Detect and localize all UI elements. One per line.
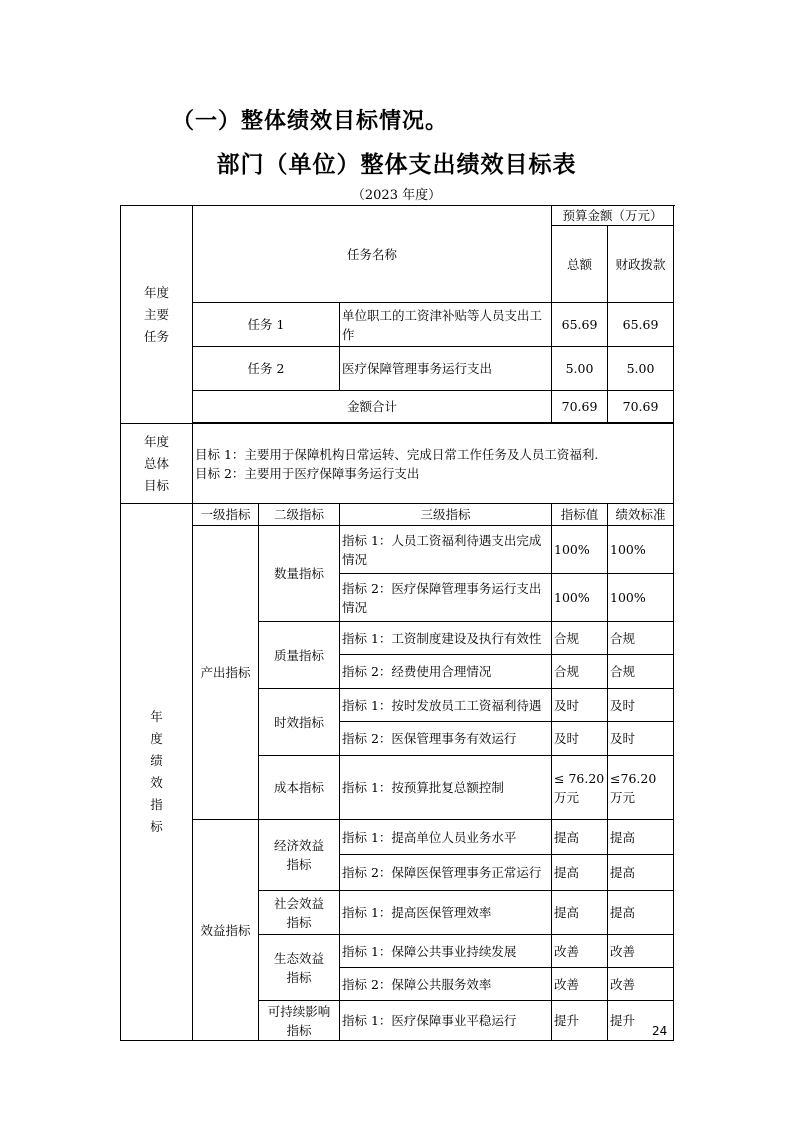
- l2-header: 二级指标: [259, 504, 340, 526]
- indicator-value: 提升: [552, 1001, 608, 1041]
- l3-header: 三级指标: [340, 504, 552, 526]
- performance-table: [120, 205, 674, 1041]
- sum-total: 70.69: [552, 391, 608, 423]
- budget-header: 预算金额（万元）: [552, 206, 674, 226]
- task-name: 任务 1: [193, 303, 340, 347]
- task-total: 5.00: [552, 347, 608, 391]
- indicator-standard: 提升: [608, 1001, 674, 1041]
- indicator-standard: 及时: [608, 722, 674, 756]
- indicator-value: 改善: [552, 968, 608, 1001]
- sum-label: 金额合计: [193, 391, 552, 423]
- task-fiscal: 65.69: [608, 303, 674, 347]
- economic-label: 经济效益 指标: [259, 820, 340, 891]
- indicator-name: 指标 2：保障公共服务效率: [340, 968, 552, 1001]
- indicator-value: 100%: [552, 574, 608, 622]
- table-row: [121, 391, 674, 423]
- table-year: （2023 年度）: [351, 188, 442, 203]
- page-number: 24: [652, 1024, 668, 1038]
- indicator-name: 指标 1：医疗保障事业平稳运行: [340, 1001, 552, 1041]
- indicator-standard: 合规: [608, 655, 674, 689]
- task-desc: 单位职工的工资津补贴等人员支出工作: [340, 303, 552, 347]
- indicator-standard: 合规: [608, 622, 674, 655]
- l1-header: 一级指标: [193, 504, 259, 526]
- indicator-value: 改善: [552, 935, 608, 968]
- indicator-value: 100%: [552, 526, 608, 574]
- quantity-label: 数量指标: [259, 526, 340, 622]
- social-label: 社会效益 指标: [259, 891, 340, 935]
- indicator-standard: 提高: [608, 855, 674, 891]
- indicator-value: 及时: [552, 689, 608, 722]
- table-row: [121, 347, 674, 391]
- table-title: 部门（单位）整体支出绩效目标表: [216, 151, 577, 178]
- table-row: [121, 526, 674, 574]
- main-tasks-label: 年度 主要 任务: [121, 206, 193, 424]
- quality-label: 质量指标: [259, 622, 340, 689]
- ecological-label: 生态效益 指标: [259, 935, 340, 1001]
- indicator-name: 指标 1：按时发放员工工资福利待遇: [340, 689, 552, 722]
- section-heading: （一）整体绩效目标情况。: [172, 108, 449, 134]
- task-name: 任务 2: [193, 347, 340, 391]
- indicator-name: 指标 1：提高医保管理效率: [340, 891, 552, 935]
- table-row: [121, 303, 674, 347]
- output-label: 产出指标: [193, 526, 259, 820]
- task-name-header: 任务名称: [193, 206, 552, 303]
- indicator-name: 指标 1：人员工资福利待遇支出完成情况: [340, 526, 552, 574]
- indicator-value: 提高: [552, 820, 608, 855]
- indicator-standard: 100%: [608, 574, 674, 622]
- indicator-standard: 提高: [608, 891, 674, 935]
- indicator-name: 指标 2：保障医保管理事务正常运行: [340, 855, 552, 891]
- benefit-label: 效益指标: [193, 820, 259, 1041]
- total-header: 总额: [552, 226, 608, 303]
- indicator-standard: 改善: [608, 935, 674, 968]
- indicator-standard: 改善: [608, 968, 674, 1001]
- task-desc: 医疗保障管理事务运行支出: [340, 347, 552, 391]
- overall-goal-text: 目标 1：主要用于保障机构日常运转、完成日常工作任务及人员工资福利. 目标 2：主要用于医疗保障事务运行支出: [193, 424, 674, 504]
- fiscal-header: 财政拨款: [608, 226, 674, 303]
- indicator-value: 合规: [552, 655, 608, 689]
- indicator-standard: 及时: [608, 689, 674, 722]
- indicator-value: ≤ 76.20 万元: [552, 756, 608, 820]
- value-header: 指标值: [552, 504, 608, 526]
- indicator-standard: ≤76.20 万元: [608, 756, 674, 820]
- sustainable-label: 可持续影响 指标: [259, 1001, 340, 1041]
- timeliness-label: 时效指标: [259, 689, 340, 756]
- standard-header: 绩效标准: [608, 504, 674, 526]
- indicator-name: 指标 2：医疗保障管理事务运行支出情况: [340, 574, 552, 622]
- indicator-label: 年 度 绩 效 指 标: [121, 504, 193, 1041]
- indicator-value: 及时: [552, 722, 608, 756]
- indicator-name: 指标 1：保障公共事业持续发展: [340, 935, 552, 968]
- indicator-name: 指标 2：医保管理事务有效运行: [340, 722, 552, 756]
- task-total: 65.69: [552, 303, 608, 347]
- table-row: [121, 820, 674, 855]
- indicator-value: 提高: [552, 855, 608, 891]
- overall-goal-label: 年度 总体 目标: [121, 424, 193, 504]
- task-fiscal: 5.00: [608, 347, 674, 391]
- indicator-name: 指标 1：按预算批复总额控制: [340, 756, 552, 820]
- indicator-standard: 提高: [608, 820, 674, 855]
- indicator-value: 提高: [552, 891, 608, 935]
- indicator-name: 指标 1：提高单位人员业务水平: [340, 820, 552, 855]
- indicator-name: 指标 2：经费使用合理情况: [340, 655, 552, 689]
- cost-label: 成本指标: [259, 756, 340, 820]
- indicator-standard: 100%: [608, 526, 674, 574]
- indicator-name: 指标 1：工资制度建设及执行有效性: [340, 622, 552, 655]
- indicator-value: 合规: [552, 622, 608, 655]
- sum-fiscal: 70.69: [608, 391, 674, 423]
